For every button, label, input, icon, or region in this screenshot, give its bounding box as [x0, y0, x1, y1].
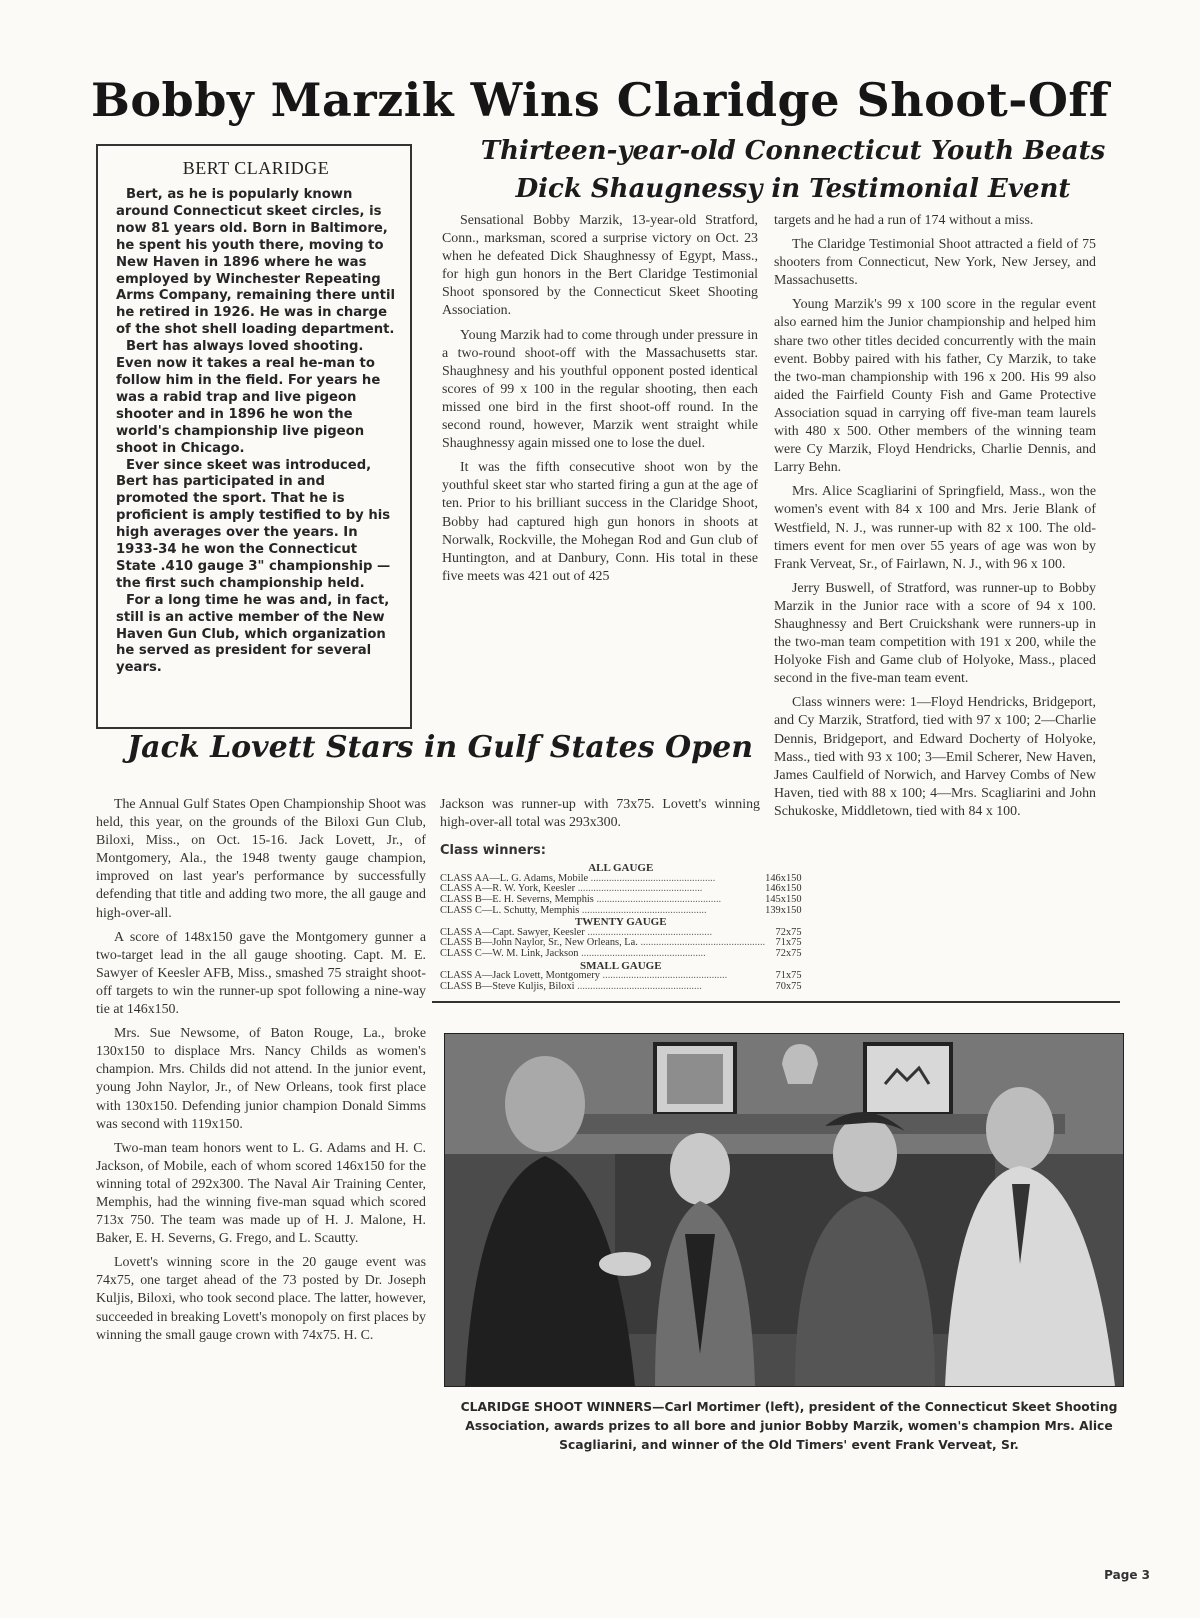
story-paragraph: Mrs. Alice Scagliarini of Springfield, Mass., won the women's event with 84 x 100 and Mrs. Jerie Blank of Westfield, N. J., was runner-up with 82 x 100. The old-timers event for men over 55 years of age was won by Frank Verveat, Sr., of Fairlawn, N. J., with 96 x 100.: [774, 484, 1096, 572]
class-score: 146x150: [765, 883, 802, 895]
class-score: 72x75: [775, 948, 802, 960]
table-row: [440, 971, 802, 982]
story-paragraph: Jerry Buswell, of Stratford, was runner-up to Bobby Marzik in the Junior race with a score of 94 x 100. Shaughnessy and Bert Cruickshank were runners-up in the two-man team competition with 191 x 200, while the Holyoke Fish and Game club of Holyoke, Mass., placed second in the five-man team event.: [774, 580, 1096, 687]
sidebar-paragraph: For a long time he was and, in fact, still is an active member of the New Haven Gun Club, which organization he served as president for several years.: [116, 592, 390, 676]
table-row: [440, 949, 802, 960]
sidebar-paragraph: Bert, as he is popularly known around Connecticut skeet circles, is now 81 years old. Born in Baltimore, he spent his youth there, moving to New Haven in 1896 where he was employed by Winchester Repeating Arms Company, remaining there until he retired in 1926. He was in charge of the shot shell loading department.: [116, 187, 396, 338]
story-paragraph: Jackson was runner-up with 73x75. Lovett's winning high-over-all total was 293x300.: [440, 797, 760, 831]
award-photo-image: [445, 1034, 1123, 1386]
gauge-heading: ALL GAUGE: [588, 862, 654, 875]
story-paragraph: A score of 148x150 gave the Montgomery gunner a two-target lead in the all gauge shooting. Capt. M. E. Sawyer of Keesler AFB, Miss., smashed 75 straight shoot-off targets to win the runner-up spot following a nine-way tie at 146x150.: [96, 929, 426, 1018]
table-row: [440, 895, 802, 906]
class-winner: CLASS A—Capt. Sawyer, Keesler .....: [440, 928, 765, 939]
headline: Bobby Marzik Wins Claridge Shoot-Off: [91, 73, 1109, 127]
story-paragraph: Lovett's winning score in the 20 gauge event was 74x75, one target ahead of the 73 posted by Dr. Joseph Kuljis, Biloxi, who took second place. The latter, however, succeeded in breaking Lovett's monopoly on first places by winning the small gauge crown with 74x75. H. C.: [96, 1255, 426, 1343]
table-row: [440, 938, 802, 949]
story-paragraph: The Claridge Testimonial Shoot attracted a field of 75 shooters from Connecticut, New York, New Jersey, and Massachusetts.: [774, 237, 1096, 289]
table-row: [440, 874, 802, 885]
sidebar-bert-claridge: [96, 144, 412, 729]
photo-caption: CLARIDGE SHOOT WINNERS—Carl Mortimer (left), president of the Connecticut Skeet Shooting Association, awards prizes to all bore and junior Bobby Marzik, women's champion Mrs. Alice Scagliarini, and winner of the Old Timers' event Frank Verveat, Sr.: [460, 1400, 1118, 1452]
class-score: 72x75: [775, 926, 802, 938]
marzik-story-column-2: [774, 212, 1096, 821]
class-winner: CLASS A—R. W. York, Keesler .....: [440, 884, 765, 895]
class-score: 146x150: [765, 872, 802, 884]
sidebar-title: BERT CLARIDGE: [182, 158, 330, 178]
story-paragraph: Young Marzik had to come through under pressure in a two-round shoot-off with the Massachusetts star. Shaughnesy and his youthful opponent posted identical scores of 99 x 100 in the regular shooting, then each missed one bird in the first shoot-off round. In the second round, however, Marzik went straight while Shaughnessy again missed one to lose the duel.: [442, 327, 758, 452]
subheadline-line-2: Dick Shaugnessy in Testimonial Event: [515, 174, 1071, 204]
story-paragraph: The Annual Gulf States Open Championship Shoot was held, this year, on the grounds of the Biloxi Gun Club, Biloxi, Miss., on Oct. 15-16. Jack Lovett, Jr., of Montgomery, Ala., the 1948 twenty gauge champion, improved on last year's performance by successfully defending that title and adding two more, the all gauge and high-over-all.: [96, 797, 426, 921]
class-score: 70x75: [775, 980, 802, 992]
story-paragraph: It was the fifth consecutive shoot won by the youthful skeet star who started firing a gun at the age of ten. Prior to his brilliant success in the Claridge Shoot, Bobby had captured high gun honors in shoots at Norwalk, Rockville, the Mohegan Rod and Gun club of Huntington, and at Danbury, Conn. His total in these five meets was 421 out of 425: [442, 460, 758, 584]
class-score: 145x150: [765, 894, 802, 906]
story-paragraph: Two-man team honors went to L. G. Adams and H. C. Jackson, of Mobile, each of whom scored 146x150 for the winning total of 292x300. The Naval Air Training Center, Memphis, had the winning five-man squad which scored 713x 750. The team was made up of H. J. Malone, H. Baker, E. H. Severns, G. Frego, and L. Scautty.: [96, 1140, 426, 1247]
gauge-heading: SMALL GAUGE: [579, 959, 662, 972]
class-winner: CLASS C—L. Schutty, Memphis .....: [440, 906, 765, 917]
story-paragraph: targets and he had a run of 174 without a miss.: [774, 213, 1034, 228]
story-paragraph: Sensational Bobby Marzik, 13-year-old Stratford, Conn., marksman, scored a surprise victory on Oct. 23 when he defeated Dick Shaughnessy of Egypt, Mass., for high gun honors in the Bert Claridge Testimonial Shoot sponsored by the Connecticut Skeet Shooting Association.: [442, 213, 758, 319]
sidebar-paragraph: Ever since skeet was introduced, Bert has participated in and promoted the sport. That he is proficient is amply testified to by his high averages over the years. In 1933-34 he won the Connecticut State .410 gauge 3" championship —the first such championship held.: [116, 457, 391, 591]
page-number: Page 3: [1104, 1568, 1150, 1582]
table-row: [440, 884, 802, 895]
class-winner: CLASS B—E. H. Severns, Memphis .....: [440, 895, 765, 906]
lovett-story-column-1: [96, 796, 426, 1345]
table-row: [440, 982, 802, 993]
class-winner: CLASS A—Jack Lovett, Montgomery .....: [440, 971, 765, 982]
lovett-story-column-2: [440, 796, 802, 992]
sidebar-paragraph: Bert has always loved shooting. Even now it takes a real he-man to follow him in the field. For years he was a rabid trap and live pigeon shooter and in 1896 he won the world's championship live pigeon shoot in Chicago.: [116, 339, 381, 456]
class-winners-table: [440, 862, 802, 992]
story-paragraph: Class winners were: 1—Floyd Hendricks, Bridgeport, and Cy Marzik, Stratford, tied with 97 x 100; 2—Charlie Dennis, Bridgeport, and Edward Docherty of Holyoke, Mass., tied with 93 x 100; 3—Emil Scherer, New Haven, James Caulfield of Norwich, and Harvey Combs of New Haven, tied with 88 x 100; 4—Mrs. Scagliarini and John Schukoske, Middletown, tied with 84 x 100.: [774, 695, 1096, 819]
marzik-story-column-1: [442, 212, 758, 586]
story-paragraph: Mrs. Sue Newsome, of Baton Rouge, La., broke 130x150 to displace Mrs. Nancy Childs as women's champion. Mrs. Childs did not attend. In the junior event, young John Naylor, Jr., of New Orleans, took first place with 130x150. Defending junior champion Donald Simms was second with 119x150.: [96, 1026, 426, 1132]
subheadline-line-1: Thirteen-year-old Connecticut Youth Beats: [480, 136, 1106, 166]
class-winner: CLASS B—John Naylor, Sr., New Orleans, La. .....: [440, 938, 765, 949]
award-photo: [444, 1033, 1124, 1387]
class-winner: CLASS AA—L. G. Adams, Mobile .....: [440, 874, 765, 885]
class-score: 71x75: [775, 937, 802, 949]
class-score: 139x150: [765, 904, 802, 916]
lovett-headline: Jack Lovett Stars in Gulf States Open: [126, 730, 754, 765]
table-row: [440, 906, 802, 917]
class-winner: CLASS B—Steve Kuljis, Biloxi .....: [440, 982, 765, 993]
table-row: [440, 928, 802, 939]
gauge-heading: TWENTY GAUGE: [574, 916, 667, 929]
subheadline: [448, 132, 1138, 208]
class-score: 71x75: [775, 970, 802, 982]
class-winners-label: Class winners:: [440, 843, 546, 859]
class-winner: CLASS C—W. M. Link, Jackson .....: [440, 949, 765, 960]
story-paragraph: Young Marzik's 99 x 100 score in the regular event also earned him the Junior championship and helped him share two other titles decided concurrently with the main event. Bobby paired with his father, Cy Marzik, to take the two-man championship with 196 x 200. His 99 also aided the Fairfield County Fish and Game Protective Association squad in carrying off five-man team laurels with 480 x 500. Other members of the winning team were Cy Marzik, Floyd Hendricks, Charlie Dennis, and Larry Behn.: [774, 297, 1096, 476]
section-divider: [432, 1001, 1120, 1003]
